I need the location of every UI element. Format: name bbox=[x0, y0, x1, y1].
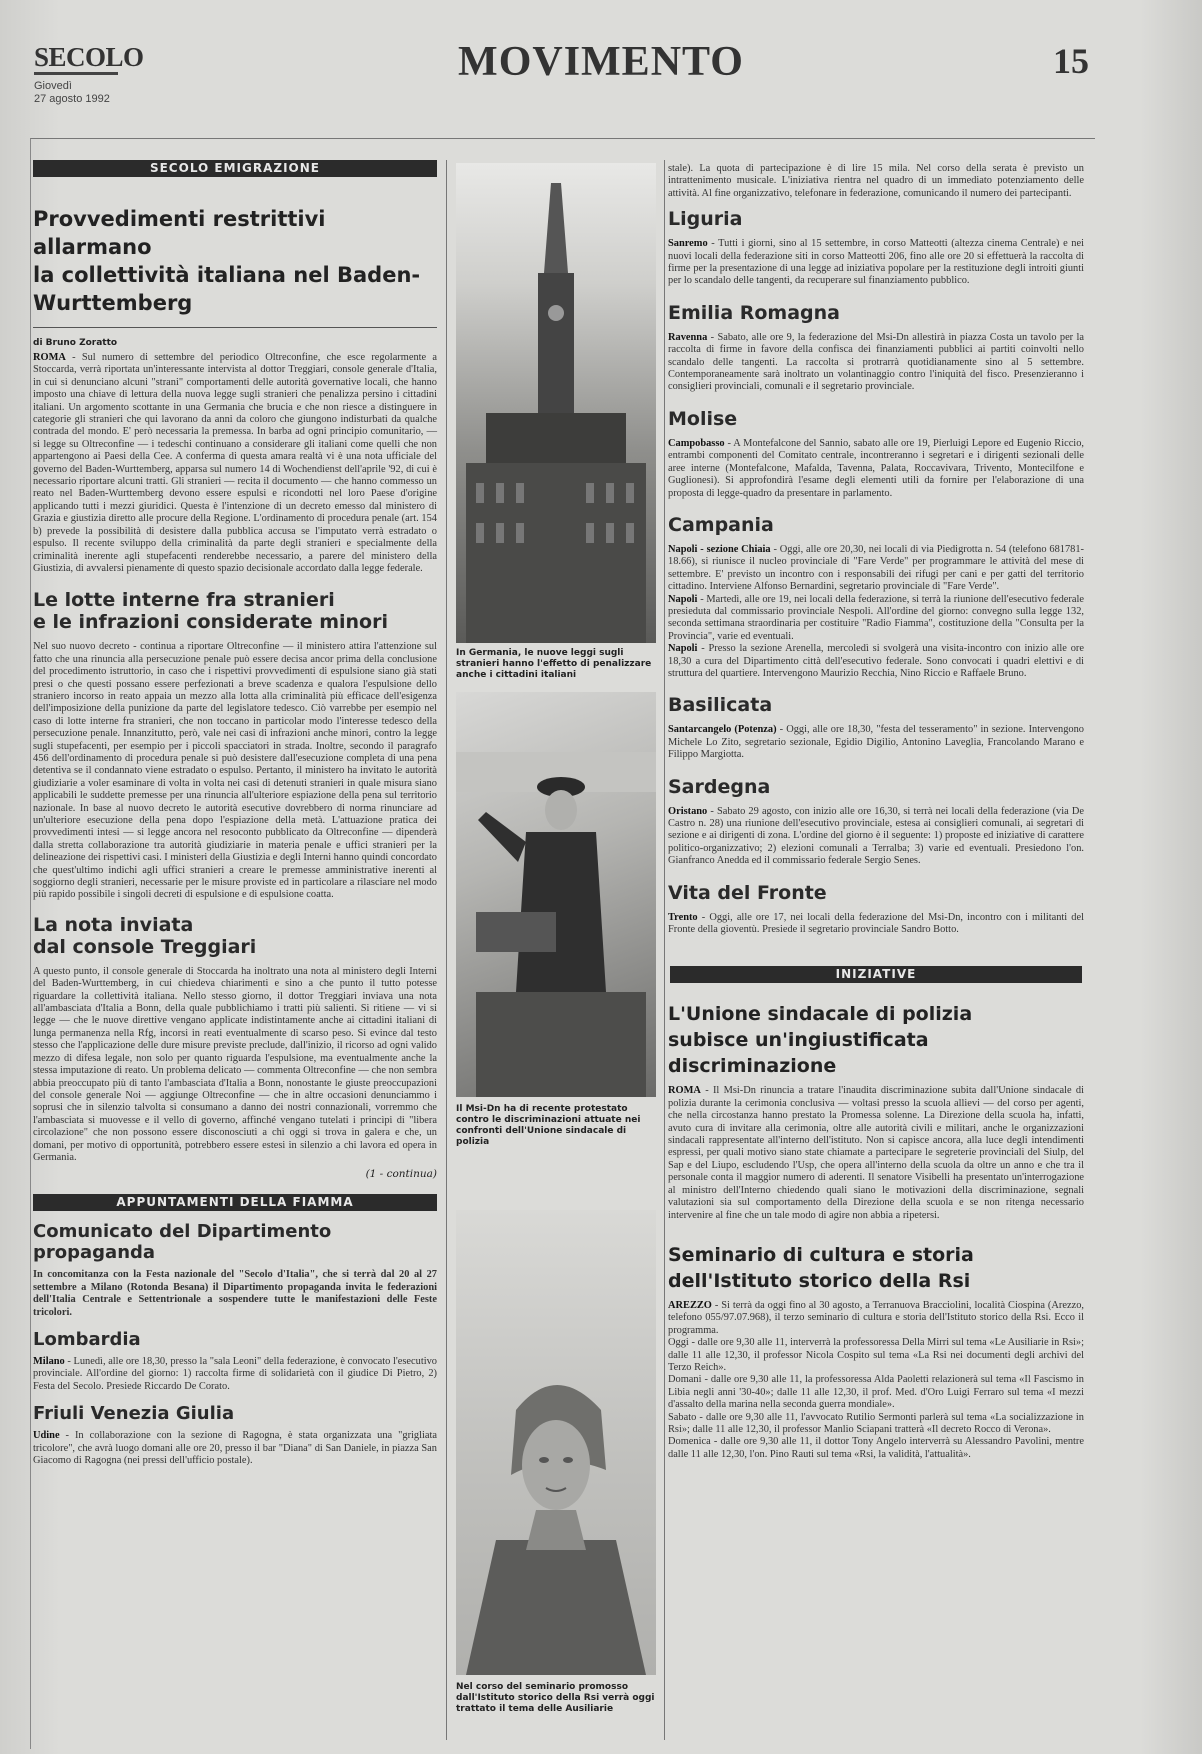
region-place-2: Napoli bbox=[668, 593, 698, 605]
region-place: Napoli - sezione Chiaia bbox=[668, 543, 771, 555]
ausiliaria-illustration bbox=[456, 1210, 656, 1675]
polizia-dateline: ROMA bbox=[668, 1085, 701, 1097]
seminario-domani: Domani - dalle ore 9,30 alle 11, la professoressa Alda Paoletti relazionerà sul tema «Il Fascismo in Libia negli anni '30-40»; dalle 11 alle 12,30, il prof. Med. d'Oro Luigi Ferraro sul tema «I mezzi d'assalto della marina nella seconda guerra mondiale». bbox=[668, 1374, 1084, 1411]
seminario-domenica: Domenica - dalle ore 9,30 alle 11, il dottor Tony Angelo interverrà su Alessandro Pavolini, mentre dalle 11 alle 12,30, l'on. Pino Rauti sul tema «Rsi, la validità, l'attualità». bbox=[668, 1436, 1084, 1460]
seminario-text bbox=[668, 1300, 1084, 1337]
lombardia-body: - Lunedì, alle ore 18,30, presso la "sala Leoni" della federazione, è convocato l'esecutivo provinciale. All'ordine del giorno: 1) raccolta firme di solidarietà con il giudice Di Pietro, 2) Festa del Secolo. Presiede Riccardo De Corato. bbox=[33, 1355, 437, 1392]
region-text-2 bbox=[668, 594, 1084, 644]
region-body: - Oggi, alle ore 18,30, "festa del tesseramento" in sezione. Intervengono Michele Lo Zito, segretario sezionale, Egidio Digilio, Antonino Lavegliа, Francolando Marano e Filippo Margiotta. bbox=[668, 724, 1084, 761]
region-title: Basilicata bbox=[668, 694, 773, 717]
region-body: - Oggi, alle ore 20,30, nei locali di via Piedigrotta n. 54 (telefono 681781-18.66), si riunisce il nucleo provinciale di "Fare Verde" per programmare le attività del mese di settembre. E' previsto un incontro con i responsabili dei rifugi per cani e per gatti del territorio cittadino. Interviene Alfonso Bernardini, segretario provinciale di "Fare Verde". bbox=[668, 543, 1085, 593]
photo-munich-townhall bbox=[456, 163, 656, 643]
polizia-headline-line-2: subisce un'ingiustificata discriminazione bbox=[668, 1029, 929, 1078]
subheading-nota-line-2: dal console Treggiari bbox=[33, 935, 257, 958]
lombardia-title: Lombardia bbox=[33, 1328, 141, 1350]
main-headline-line-1: Provvedimenti restrittivi allarmano bbox=[33, 207, 326, 259]
region-text-3 bbox=[668, 643, 1084, 680]
region-title: Vita del Fronte bbox=[668, 881, 827, 904]
emigrazione-banner: SECOLO EMIGRAZIONE bbox=[33, 160, 437, 177]
polizia-body: - Il Msi-Dn rinuncia a tratare l'inaudita discriminazione subita dall'Unione sindacale di polizia durante la cerimonia conclusiva — voltasi presso la scuola allievi — del corso per agenti, che nella circostanza hanno prestato la Promessa solenne. La Direzione della scuola ha, infatti, avuto cura di invitare alla cerimonia, oltre alle autorità civili e militari, anche le organizzazioni sindacali rappresentate all'interno dell'istituto. Non si capisce ancora, alla luce degli intendimenti espressi, per quali motivo siano state chiamate a partecipare le segreterie provinciali del Siulp, del Sap e del Liupo, escludendo l'Usp, che opera all'interno della scuola da oltre un anno e che tra il personale conta il maggior numero di aderenti. Il senatore Visibelli ha presentato un'interrogazione al ministro dell'Interno chiedendo quali siano le motivazioni della discriminazione, segnali valutazioni sia sul comportamento della Direzione della scuola e se non ritenga necessario intervenire al fine che un tale modo di agire non abbia a ripetersi. bbox=[668, 1085, 1084, 1221]
region-title: Liguria bbox=[668, 208, 743, 231]
article-para-2: Nel suo nuovo decreto - continua a riportare Oltreconfine — il ministero attira l'attenzione sul fatto che una rinuncia alla persecuzione penale può essere decisa ancor prima della conclusione del procedimento istruttorio, in caso che i rispettivi provvedimenti di espulsione siano già stati presi o che questi possano essere perfezionati a breve scadenza e qualora l'espulsione dello straniero incorso in reato appaia un mezzo alla lotta alla criminalità più efficace dell'esigenza dell'imposizione della punizione da parte del legislatore tedesco. Ciò varrebbe per esempio nel caso di lotte interne fra stranieri, che non toccano in particolar modo l'interesse tedesco della persecuzione penale. Innanzitutto, però, vale nei casi di infrazioni anche minori, contro la legge sugli stupefacenti, per esempio per i piccoli spacciatori in strada. Inoltre, secondo il paragrafo 456 dell'ordinamento di procedura penale si può desistere dall'esecuzione completa di una pena detentiva se il condannato viene estradato o espulso. Pertanto, il ministero ha invitato le autorità giudiziarie a voler esaminare di volta in volta nei casi di detenuti stranieri in quale misura siano applicabili le suddette premesse per una rinuncia all'ulteriore espiazione della pena sul territorio nazionale. In base al nuovo decreto le autorità esecutive dovrebbero di norma rinunciare ad un'ulteriore esecuzione della pena dopo l'espiazione della metà. L'attuazione pratica dei provvedimenti intesi — si legge ancora nel resoconto pubblicato da Oltreconfine — dipenderà dalla stretta collaborazione tra autorità giudiziarie in materia penale e uffici stranieri per la delineazione dei rispettivi casi. I ministeri della Giustizia e degli Interni hanno quindi concordato che quest'ultimo indichi agli uffici stranieri a creare le premesse amministrative inerenti al soggiorno degli stranieri, necessarie per le misure proviste ed in particolare a rilasciare nel modo più rapido possibile i singoli decreti di espulsione e di espulsione coatta. bbox=[33, 641, 437, 901]
right-column bbox=[668, 163, 1084, 1461]
region-basilicata bbox=[668, 694, 1084, 761]
region-place: Ravenna bbox=[668, 331, 708, 343]
region-title: Sardegna bbox=[668, 775, 771, 798]
region-sardegna bbox=[668, 776, 1084, 868]
region-vita-del-fronte bbox=[668, 882, 1084, 937]
region-body: - Tutti i giorni, sino al 15 settembre, in corso Matteotti (altezza cinema Centrale) e nei nuovi locali della federazione siti in corso Matteotti 206, fino alle ore 20 si effettuerà la raccolta di firme per la presentazione di una legge ad iniziativa popolare per la restituzione degli introiti giunti per lo scandalo delle tangenti, da recuperare sul finanziamento pubblico. bbox=[668, 238, 1084, 287]
column-divider-2 bbox=[664, 160, 665, 1740]
friuli-body: - In collaborazione con la sezione di Ragogna, è stata organizzata una "grigliata tricolore", che avrà luogo domani alle ore 20, presso il bar "Diana" di San Daniele, in piazza San Giacomo di Ragogna (nei pressi dell'ufficio postale). bbox=[33, 1430, 437, 1466]
continua-note: (1 - continua) bbox=[365, 1168, 437, 1181]
column-divider-1 bbox=[446, 160, 447, 1740]
region-place: Campobasso bbox=[668, 437, 725, 449]
townhall-illustration bbox=[456, 163, 656, 643]
region-title: Emilia Romagna bbox=[668, 301, 841, 324]
region-body: - A Montefalcone del Sannio, sabato alle ore 19, Pierluigi Lepore ed Eugenio Riccio, entrambi componenti del Comitato centrale, incontreranno i segretari e i dirigenti sezionali delle aree interne (Montefalcone, Mafalda, Tavenna, Palata, Roccavivara, Trivento, Montecilfone e Guglionesi). Si approfondirà l'esame degli elementi utili da fornire per l'elaborazione di una proposta di legge-quadro da presentare in parlamento. bbox=[668, 437, 1084, 499]
subheading-nota-line-1: La nota inviata bbox=[33, 913, 194, 936]
section-title: MOVIMENTO bbox=[458, 39, 744, 85]
subheading-lotte-line-2: e le infrazioni considerate minori bbox=[33, 611, 388, 634]
region-title: Campania bbox=[668, 513, 774, 536]
article-para-3: A questo punto, il console generale di Stoccarda ha inoltrato una nota al ministero degli Interni del Baden-Wurttemberg, in cui chiedeva chiarimenti e sino a che punto il tutto potesse riguardare la collettività italiana. Nello stesso giorno, il dottor Treggiari inviava una nota all'ambasciata d'Italia a Bonn, della quale pubblichiamo i tratti più salienti. Si ritiene — vi si legge — che le nuove direttive vengano applicate indistintamente anche ai cittadini italiani di lunga permanenza nella Rfg, incorsi in reati eventualmente di scarso peso. Si evince dal testo stesso che l'applicazione delle dure misure previste preclude, dall'inizio, il ricorso ad ogni valido mezzo di difesa legale, non solo per quanto riguarda l'espulsione, ma eventualmente anche la stessa imputazione di reato. Un problema delicato — commenta Oltreconfine — che non sembra abbia preoccupato più di tanto l'ambasciata d'Italia a Bonn, nonostante le giuste preoccupazioni del console generale Noi — aggiunge Oltreconfine — che in altre occasioni denunciammo i soprusi che in silenzio talvolta si consumano a danno dei nostri connazionali, vorremmo che l'ambasciata si muovesse e il vello di governo, affinché vengano tutelati i princìpi di "libera circolazione" che non possono essere disconosciuti a chi oggi si trova in galera e che, un domani, per motivo di opportunità, potrebbero essere estesi in silenzio a chi lavora ed opera in Germania. bbox=[33, 965, 437, 1163]
region-place: Oristano bbox=[668, 805, 708, 817]
region-molise bbox=[668, 408, 1084, 500]
main-headline bbox=[33, 205, 437, 317]
brand-logo: SECOLO bbox=[34, 42, 144, 72]
region-place: Trento bbox=[668, 911, 698, 923]
caption-photo-2: Il Msi-Dn ha di recente protestato contro le discriminazioni attuate nei confronti dell'Unione sindacale di polizia bbox=[456, 1104, 641, 1147]
seminario-dateline: AREZZO bbox=[668, 1299, 712, 1311]
region-emilia-romagna bbox=[668, 302, 1084, 394]
region-place-3: Napoli bbox=[668, 643, 698, 655]
issue-full-date: 27 agosto 1992 bbox=[34, 93, 110, 105]
region-text bbox=[668, 544, 1084, 594]
region-place: Santarcangelo (Potenza) bbox=[668, 724, 777, 736]
region-body: - Sabato 29 agosto, con inizio alle ore 16,30, si terrà nei locali della federazione (via De Castro n. 28) una riunione dell'esecutivo provinciale, estesa ai consiglieri comunali, ai segretari di sezione e ai dirigenti di zona. L'ordine del giorno è il seguente: 1) proposte ed iniziative di carattere politico-organizzativo; 2) elezioni comunali a Terralba; 3) varie ed eventuali. Presiedono l'on. Gianfranco Anedda ed il commissario federale Sergio Senes. bbox=[668, 805, 1084, 867]
comunicato-text: In concomitanza con la Festa nazionale del "Secolo d'Italia", che si terrà dal 20 al 27 settembre a Milano (Rotonda Besana) il Dipartimento propaganda invita le federazioni dell'Italia Centrale e Settentrionale a sospendere tutte le manifestazioni delle Feste tricolori. bbox=[33, 1269, 437, 1318]
photo-ausiliaria bbox=[456, 1210, 656, 1675]
subheading-nota bbox=[33, 914, 437, 958]
caption-photo-1: In Germania, le nuove leggi sugli stranieri hanno l'effetto di penalizzare anche i cittadini italiani bbox=[456, 648, 652, 680]
comunicato-title: Comunicato del Dipartimento propaganda bbox=[33, 1221, 332, 1264]
article-lead bbox=[33, 352, 437, 575]
lead-dateline: ROMA bbox=[33, 352, 66, 363]
friuli-place: Udine bbox=[33, 1430, 60, 1442]
lombardia-place: Milano bbox=[33, 1355, 65, 1367]
main-headline-line-2: la collettività italiana nel Baden-Wurttemberg bbox=[33, 263, 421, 315]
region-text bbox=[668, 806, 1084, 868]
subheading-lotte-line-1: Le lotte interne fra stranieri bbox=[33, 589, 335, 612]
left-column bbox=[33, 160, 437, 1467]
seminario-headline-line-2: dell'Istituto storico della Rsi bbox=[668, 1269, 971, 1292]
photo-police-officer bbox=[456, 692, 656, 1097]
region-body-3: - Presso la sezione Arenella, mercoledì si svolgerà una visita-incontro con inizio alle ore 18,30 a cura del Dipartimento città dell'esecutivo federale. Sono convocati i quadri elettivi e di struttura del quartiere. Intervengono Maurizio Recchia, Nino Riccio e Raffaele Bruno. bbox=[668, 643, 1084, 679]
byline: di Bruno Zoratto bbox=[33, 338, 118, 348]
headline-rule bbox=[33, 327, 437, 328]
region-place: Sanremo bbox=[668, 238, 708, 250]
page-number: 15 bbox=[1053, 41, 1089, 81]
region-liguria bbox=[668, 208, 1084, 288]
region-text bbox=[668, 912, 1084, 937]
seminario-oggi: Oggi - dalle ore 9,30 alle 11, interverrà la professoressa Della Mirri sul tema «Le Ausiliarie in Rsi»; dalle 11 alle 12,30, il professor Nicola Cospito sul tema «La Rsi nei documenti degli archivi del Terzo Reich». bbox=[668, 1337, 1084, 1373]
region-text bbox=[668, 438, 1084, 500]
issue-day: Giovedì bbox=[34, 80, 72, 92]
seminario-headline bbox=[668, 1242, 1084, 1294]
subheading-lotte bbox=[33, 589, 437, 633]
region-campania bbox=[668, 514, 1084, 680]
lombardia-text bbox=[33, 1356, 437, 1393]
region-body: - Oggi, alle ore 17, nei locali della federazione del Msi-Dn, incontro con i militanti del Fronte della gioventù. Presiede il segretario provinciale Sandro Botto. bbox=[668, 911, 1084, 936]
seminario-sabato: Sabato - dalle ore 9,30 alle 11, l'avvocato Rutilio Sermonti parlerà sul tema «La socializzazione in Rsi»; dalle 11 alle 12,30, il professor Manlio Sciapani tratterà «Il decreto Rocco di Verona». bbox=[668, 1411, 1084, 1435]
police-officer-illustration bbox=[456, 692, 656, 1097]
lead-text: - Sul numero di settembre del periodico Oltreconfine, che esce regolarmente a Stoccarda, verrà riportata un'interessante intervista al dottor Treggiari, console generale d'Italia, in cui si denunciano alcuni "strani" comportamenti delle autorità governative locali, che hanno imposto una chiave di lettura della nuova legge sugli stranieri che penalizza persino i cittadini italiani. Un argomento scottante in una Germania che brucia e che non riesce a distinguere in categorie gli stranieri che qui lavorano da anni da coloro che giungono indisturbati da qualche contrada del mondo. E' però necessaria la premessa. In barba ad ogni principio comunitario, — si legge su Oltreconfine — i tedeschi continuano a considerare gli italiani come quelli che non appartengono ai Paesi della Cee. A conferma di questa amara realtà vi è una nota ufficiale del governo del Baden-Wurttemberg, apparsa sul numero 14 di Wochendienst dell'aprile '92, di cui è necessario riportare alcuni tratti. Gli stranieri — recita il documento — che hanno commesso un reato nel Baden-Wurttemberg devono essere espulsi e ricondotti nel loro Paese d'origine applicando tutti i mezzi giuridici. Questa è l'intenzione di un decreto emesso dal ministero di Grazia e giustizia diretto alle procure della Regione. L'ordinamento di procedura penale (art. 154 b) prevede la possibilità di desistere dalla pubblica accusa se l'imputato verrà estradato o espulso. Il recente sviluppo della criminalità da parte degli stranieri e specialmente della criminalità inerente agli stupefacenti renderebbe necessario, a parere del ministero della Giustizia, di avvalersi pienamente di questo spazio decisionale accordato dalla legge federale. bbox=[33, 352, 437, 574]
region-body-2: - Martedì, alle ore 19, nei locali della federazione, si terrà la riunione dell'esecutivo federale presieduta dal commissario provinciale Nespoli. All'ordine del giorno: convegno sulla legge 132, seconda settimana straordinaria per costituire "Radio Fiamma", costituzione della "Consulta per la Provincia", varie ed eventuali. bbox=[668, 593, 1084, 642]
polizia-headline bbox=[668, 1001, 1084, 1079]
region-body: - Sabato, alle ore 9, la federazione del Msi-Dn allestirà in piazza Costa un tavolo per la raccolta di firme in favore della confisca dei finanziamenti pubblici ai partiti coinvolti nello scandalo delle tangenti. La raccolta si protrarrà quotidianamente sino al 5 settembre. Contemporaneamente sarà inoltrato un volantinaggio contro l'iniquità del fisco. Presenzieranno i consiglieri provinciali, comunali e il segretario provinciale. bbox=[668, 331, 1084, 393]
seminario-body: - Si terrà da oggi fino al 30 agosto, a Terranuova Bracciolini, località Ciospina (Arezzo, telefono 055/97.07.968), il terzo seminario di cultura e storia dell'Istituto storico della Rsi. Ecco il programma. bbox=[668, 1299, 1084, 1336]
caption-photo-3: Nel corso del seminario promosso dall'Istituto storico della Rsi verrà oggi trattato il tema delle Ausiliarie bbox=[456, 1682, 655, 1714]
friuli-title: Friuli Venezia Giulia bbox=[33, 1403, 235, 1425]
polizia-text bbox=[668, 1085, 1084, 1221]
intro-text: stale). La quota di partecipazione è di lire 15 mila. Nel corso della serata è previsto un intrattenimento musicale. L'iniziativa rientra nel quadro di un immediato potenziamento delle attività. Al fine organizzativo, telefonare in federazione, comunicando il numero dei partecipanti. bbox=[668, 163, 1084, 199]
seminario-headline-line-1: Seminario di cultura e storia bbox=[668, 1243, 974, 1266]
region-text bbox=[668, 724, 1084, 761]
region-title: Molise bbox=[668, 407, 738, 430]
iniziative-banner: INIZIATIVE bbox=[670, 966, 1082, 983]
friuli-text bbox=[33, 1430, 437, 1467]
region-text bbox=[668, 332, 1084, 394]
region-text bbox=[668, 238, 1084, 288]
polizia-headline-line-1: L'Unione sindacale di polizia bbox=[668, 1003, 973, 1026]
appuntamenti-banner: APPUNTAMENTI DELLA FIAMMA bbox=[33, 1194, 437, 1211]
